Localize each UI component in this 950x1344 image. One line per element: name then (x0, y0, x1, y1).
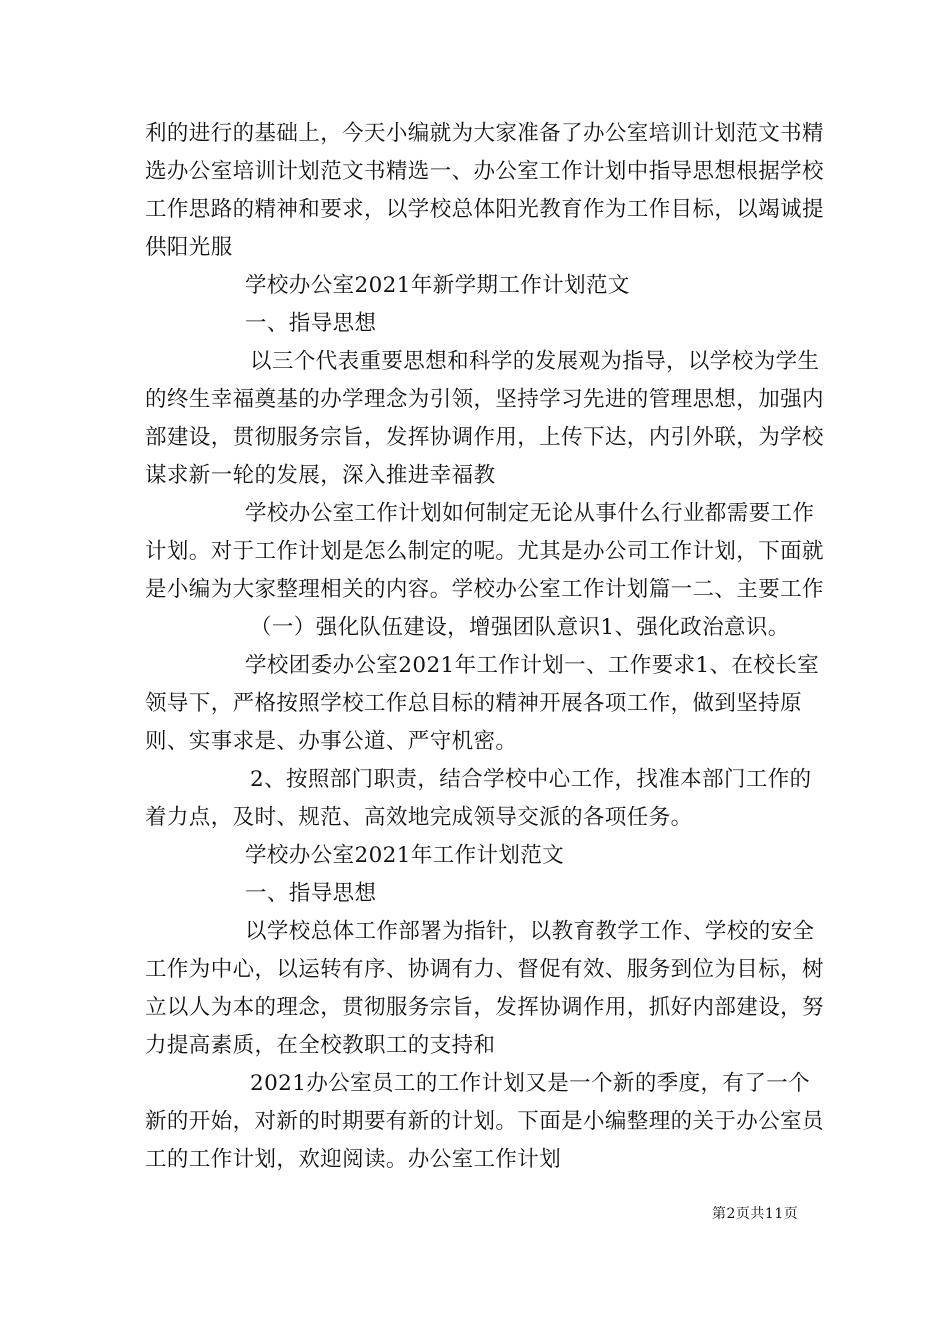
paragraph-intro-continuation: 利的进行的基础上，今天小编就为大家准备了办公室培训计划范文书精选办公室培训计划范文书精选一、办公室工作计划中指导思想根据学校工作思路的精神和要求，以学校总体阳光教育作为工作目标，以竭诚提供阳光服 (145, 121, 824, 260)
subheading-guiding-ideology: 一、指导思想 (245, 311, 377, 336)
page-number-footer: 第2页共11页 (712, 1206, 799, 1222)
paragraph-office-staff-plan: 2021办公室员工的工作计划又是一个新的季度，有了一个新的开始，对新的时期要有新的计划。下面是小编整理的关于办公室员工的工作计划，欢迎阅读。办公室工作计划 (145, 1071, 824, 1172)
paragraph-team-building: （一）强化队伍建设，增强团队意识1、强化政治意识。 (250, 615, 790, 640)
paragraph-how-to-make-plan: 学校办公室工作计划如何制定无论从事什么行业都需要工作计划。对于工作计划是怎么制定的呢。尤其是办公司工作计划，下面就是小编为大家整理相关的内容。学校办公室工作计划篇一二、主要工作 (145, 501, 824, 602)
paragraph-overall-deployment: 以学校总体工作部署为指针，以教育教学工作、学校的安全工作为中心，以运转有序、协调有力、督促有效、服务到位为目标，树立以人为本的理念，贯彻服务宗旨，发挥协调作用，抓好内部建设，努力提高素质，在全校教职工的支持和 (145, 919, 824, 1058)
section-title-new-semester-plan: 学校办公室2021年新学期工作计划范文 (245, 273, 630, 298)
paragraph-guiding-ideology: 以三个代表重要思想和科学的发展观为指导，以学校为学生的终生幸福奠基的办学理念为引领，坚持学习先进的管理思想，加强内部建设，贯彻服务宗旨，发挥协调作用，上传下达，内引外联，为学校谋求新一轮的发展，深入推进幸福教 (145, 349, 824, 488)
subheading-guiding-ideology-2: 一、指导思想 (245, 881, 377, 906)
section-title-office-plan: 学校办公室2021年工作计划范文 (245, 843, 565, 868)
paragraph-department-duties: 2、按照部门职责，结合学校中心工作，找准本部门工作的着力点，及时、规范、高效地完成领导交派的各项任务。 (145, 767, 812, 830)
paragraph-youth-league-office-plan: 学校团委办公室2021年工作计划一、工作要求1、在校长室领导下，严格按照学校工作总目标的精神开展各项工作，做到坚持原则、实事求是、办事公道、严守机密。 (145, 653, 820, 754)
document-body (145, 115, 825, 1179)
